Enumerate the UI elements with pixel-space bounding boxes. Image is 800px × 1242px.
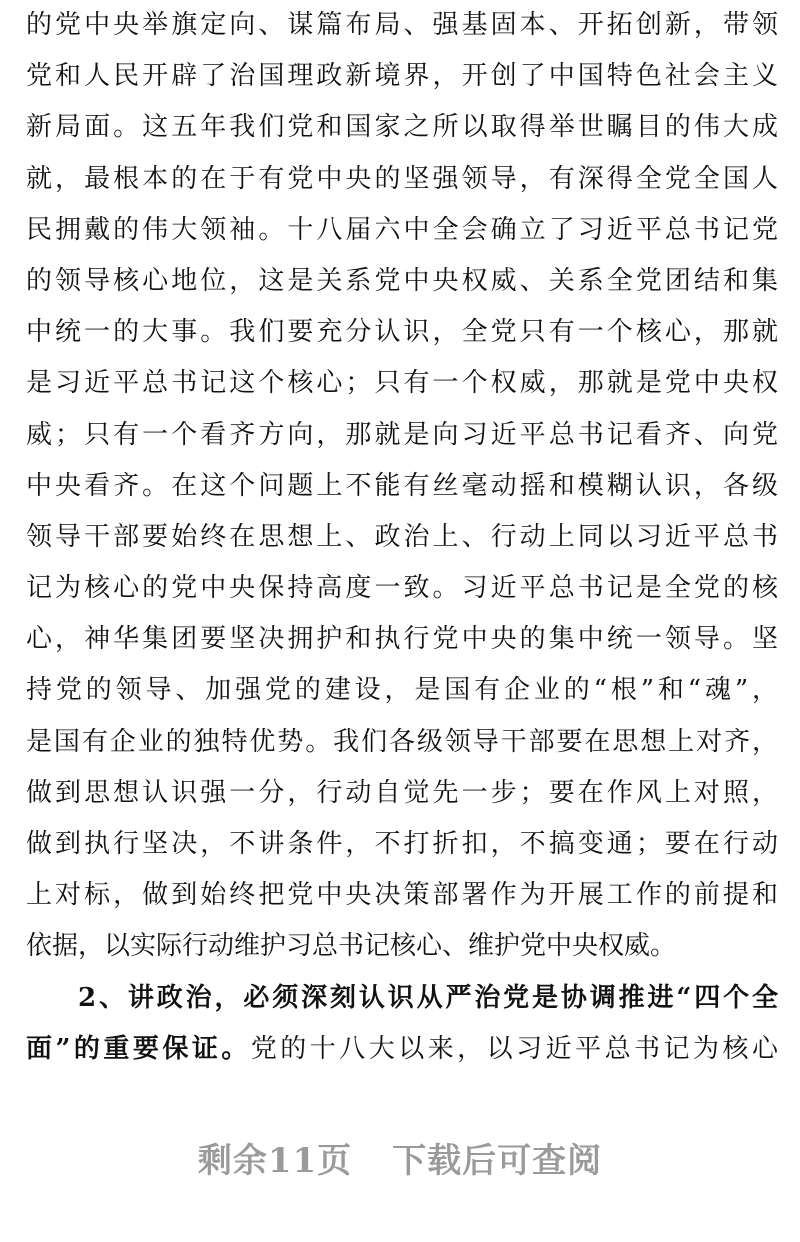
section-heading-end: 面”的重要保证。 [26, 1033, 251, 1064]
body-line: 党和人民开辟了治国理政新境界，开创了中国特色社会主义 [26, 61, 778, 92]
body-line: 是国有企业的独特优势。我们各级领导干部要在思想上对齐， [26, 726, 778, 757]
download-label: 下载后可查阅 [392, 1141, 603, 1181]
document-body [26, 0, 778, 1075]
body-line: 的党中央举旗定向、谋篇布局、强基固本、开拓创新，带领 [26, 10, 778, 40]
body-line: 心，神华集团要坚决拥护和执行党中央的集中统一领导。坚 [26, 624, 778, 655]
body-line: 记为核心的党中央保持高度一致。习近平总书记是全党的核 [26, 573, 778, 604]
body-line: 做到思想认识强一分，行动自觉先一步；要在作风上对照， [26, 777, 778, 808]
body-line: 民拥戴的伟大领袖。十八届六中全会确立了习近平总书记党 [26, 214, 778, 245]
remaining-pages-label: 剩余11页 [197, 1141, 353, 1181]
body-line: 中央看齐。在这个问题上不能有丝毫动摇和模糊认识，各级 [26, 470, 778, 501]
body-line: 依据，以实际行动维护习总书记核心、维护党中央权威。 [26, 931, 677, 962]
download-prompt[interactable] [0, 1133, 800, 1182]
body-line: 持党的领导、加强党的建设，是国有企业的“根”和“魂”， [26, 675, 778, 706]
body-text: 党的十八大以来，以习近平总书记为核心 [250, 1033, 778, 1064]
body-line: 的领导核心地位，这是关系党中央权威、关系全党团结和集 [26, 265, 778, 296]
body-line: 上对标，做到始终把党中央决策部署作为开展工作的前提和 [26, 880, 778, 911]
body-line: 就，最根本的在于有党中央的坚强领导，有深得全党全国人 [26, 163, 778, 194]
section-heading-continued [26, 1024, 778, 1075]
body-line: 新局面。这五年我们党和国家之所以取得举世瞩目的伟大成 [26, 112, 778, 143]
section-heading: 2、讲政治，必须深刻认识从严治党是协调推进“四个全 [78, 982, 778, 1013]
body-line: 威；只有一个看齐方向，那就是向习近平总书记看齐、向党 [26, 419, 778, 450]
body-line: 做到执行坚决，不讲条件，不打折扣，不搞变通；要在行动 [26, 829, 778, 859]
body-line: 领导干部要始终在思想上、政治上、行动上同以习近平总书 [26, 521, 778, 552]
body-line: 中统一的大事。我们要充分认识，全党只有一个核心，那就 [26, 317, 778, 348]
body-line: 是习近平总书记这个核心；只有一个权威，那就是党中央权 [26, 368, 778, 399]
